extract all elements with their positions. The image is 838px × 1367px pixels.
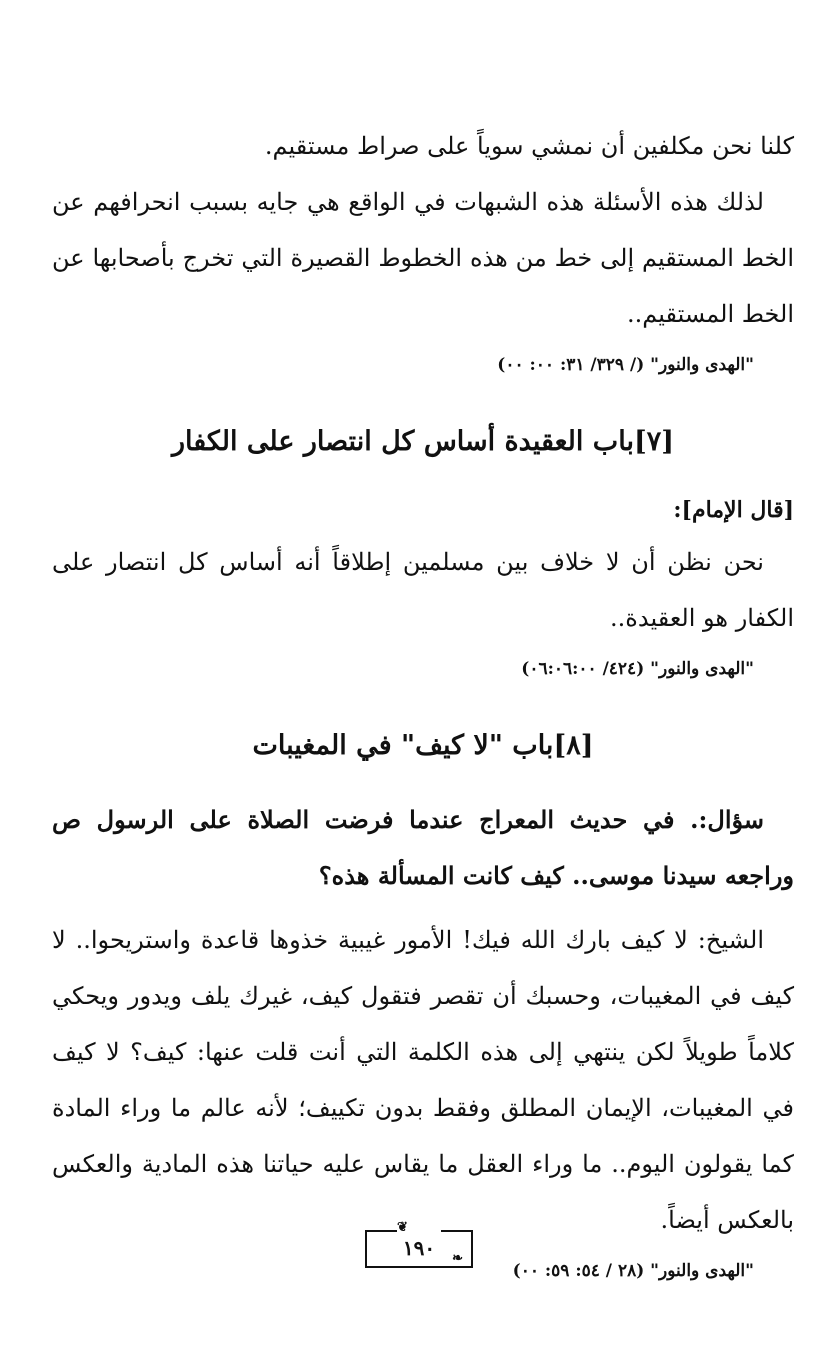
page-number-box [365, 1220, 473, 1268]
chapter-heading-8: [٨]باب "لا كيف" في المغيبات [252, 730, 594, 761]
ornament-icon: ❧ [452, 1251, 463, 1266]
chapter-heading-7: [٧]باب العقيدة أساس كل انتصار على الكفار [171, 426, 675, 457]
paragraph-intro: كلنا نحن مكلفين أن نمشي سوياً على صراط مستقيم. [264, 132, 794, 160]
ornament-icon: ❦ [397, 1220, 408, 1235]
source-citation-3: "الهدى والنور" (٢٨ / ٥٤: ٥٩: ٠٠) [512, 1261, 754, 1281]
speaker-label-imam: [قال الإمام]: [673, 497, 794, 523]
question-paragraph: سؤال:. في حديث المعراج عندما فرضت الصلاة على الرسول ص وراجعه سيدنا موسى.. كيف كانت المسألة هذه؟ [52, 805, 794, 890]
source-citation-1: "الهدى والنور" (/ ٣٢٩/ ٣١: ٠٠: ٠٠) [497, 355, 754, 375]
answer-paragraph: الشيخ: لا كيف بارك الله فيك! الأمور غيبية خذوها قاعدة واستريحوا.. لا كيف في المغيبات، وحسبك أن تقصر فتقول كيف، غيرك يلف ويدور ويحكي كلاماً طويلاً لكن ينتهي إلى هذه الكلمة التي أنت قلت عنها: كيف؟ لا كيف في المغيبات، الإيمان المطلق وفقط بدون تكييف؛ لأنه عالم ما وراء المادة كما يقولون اليوم.. ما وراء العقل ما يقاس عليه حياتنا هذه المادية والعكس بالعكس أيضاً. [52, 926, 794, 1234]
paragraph-deviation: لذلك هذه الأسئلة هذه الشبهات في الواقع هي جايه بسبب انحرافهم عن الخط المستقيم إلى خط من هذه الخطوط القصيرة التي تخرج بأصحابها عن الخط المستقيم.. [52, 188, 794, 328]
page-number-frame [0, 1220, 838, 1268]
page-number: ١٩٠ [402, 1236, 436, 1260]
source-citation-2: "الهدى والنور" (٤٢٤/ ٠٦:٠٦:٠٠) [521, 659, 754, 679]
paragraph-aqeedah: نحن نظن أن لا خلاف بين مسلمين إطلاقاً أنه أساس كل انتصار على الكفار هو العقيدة.. [52, 548, 794, 632]
